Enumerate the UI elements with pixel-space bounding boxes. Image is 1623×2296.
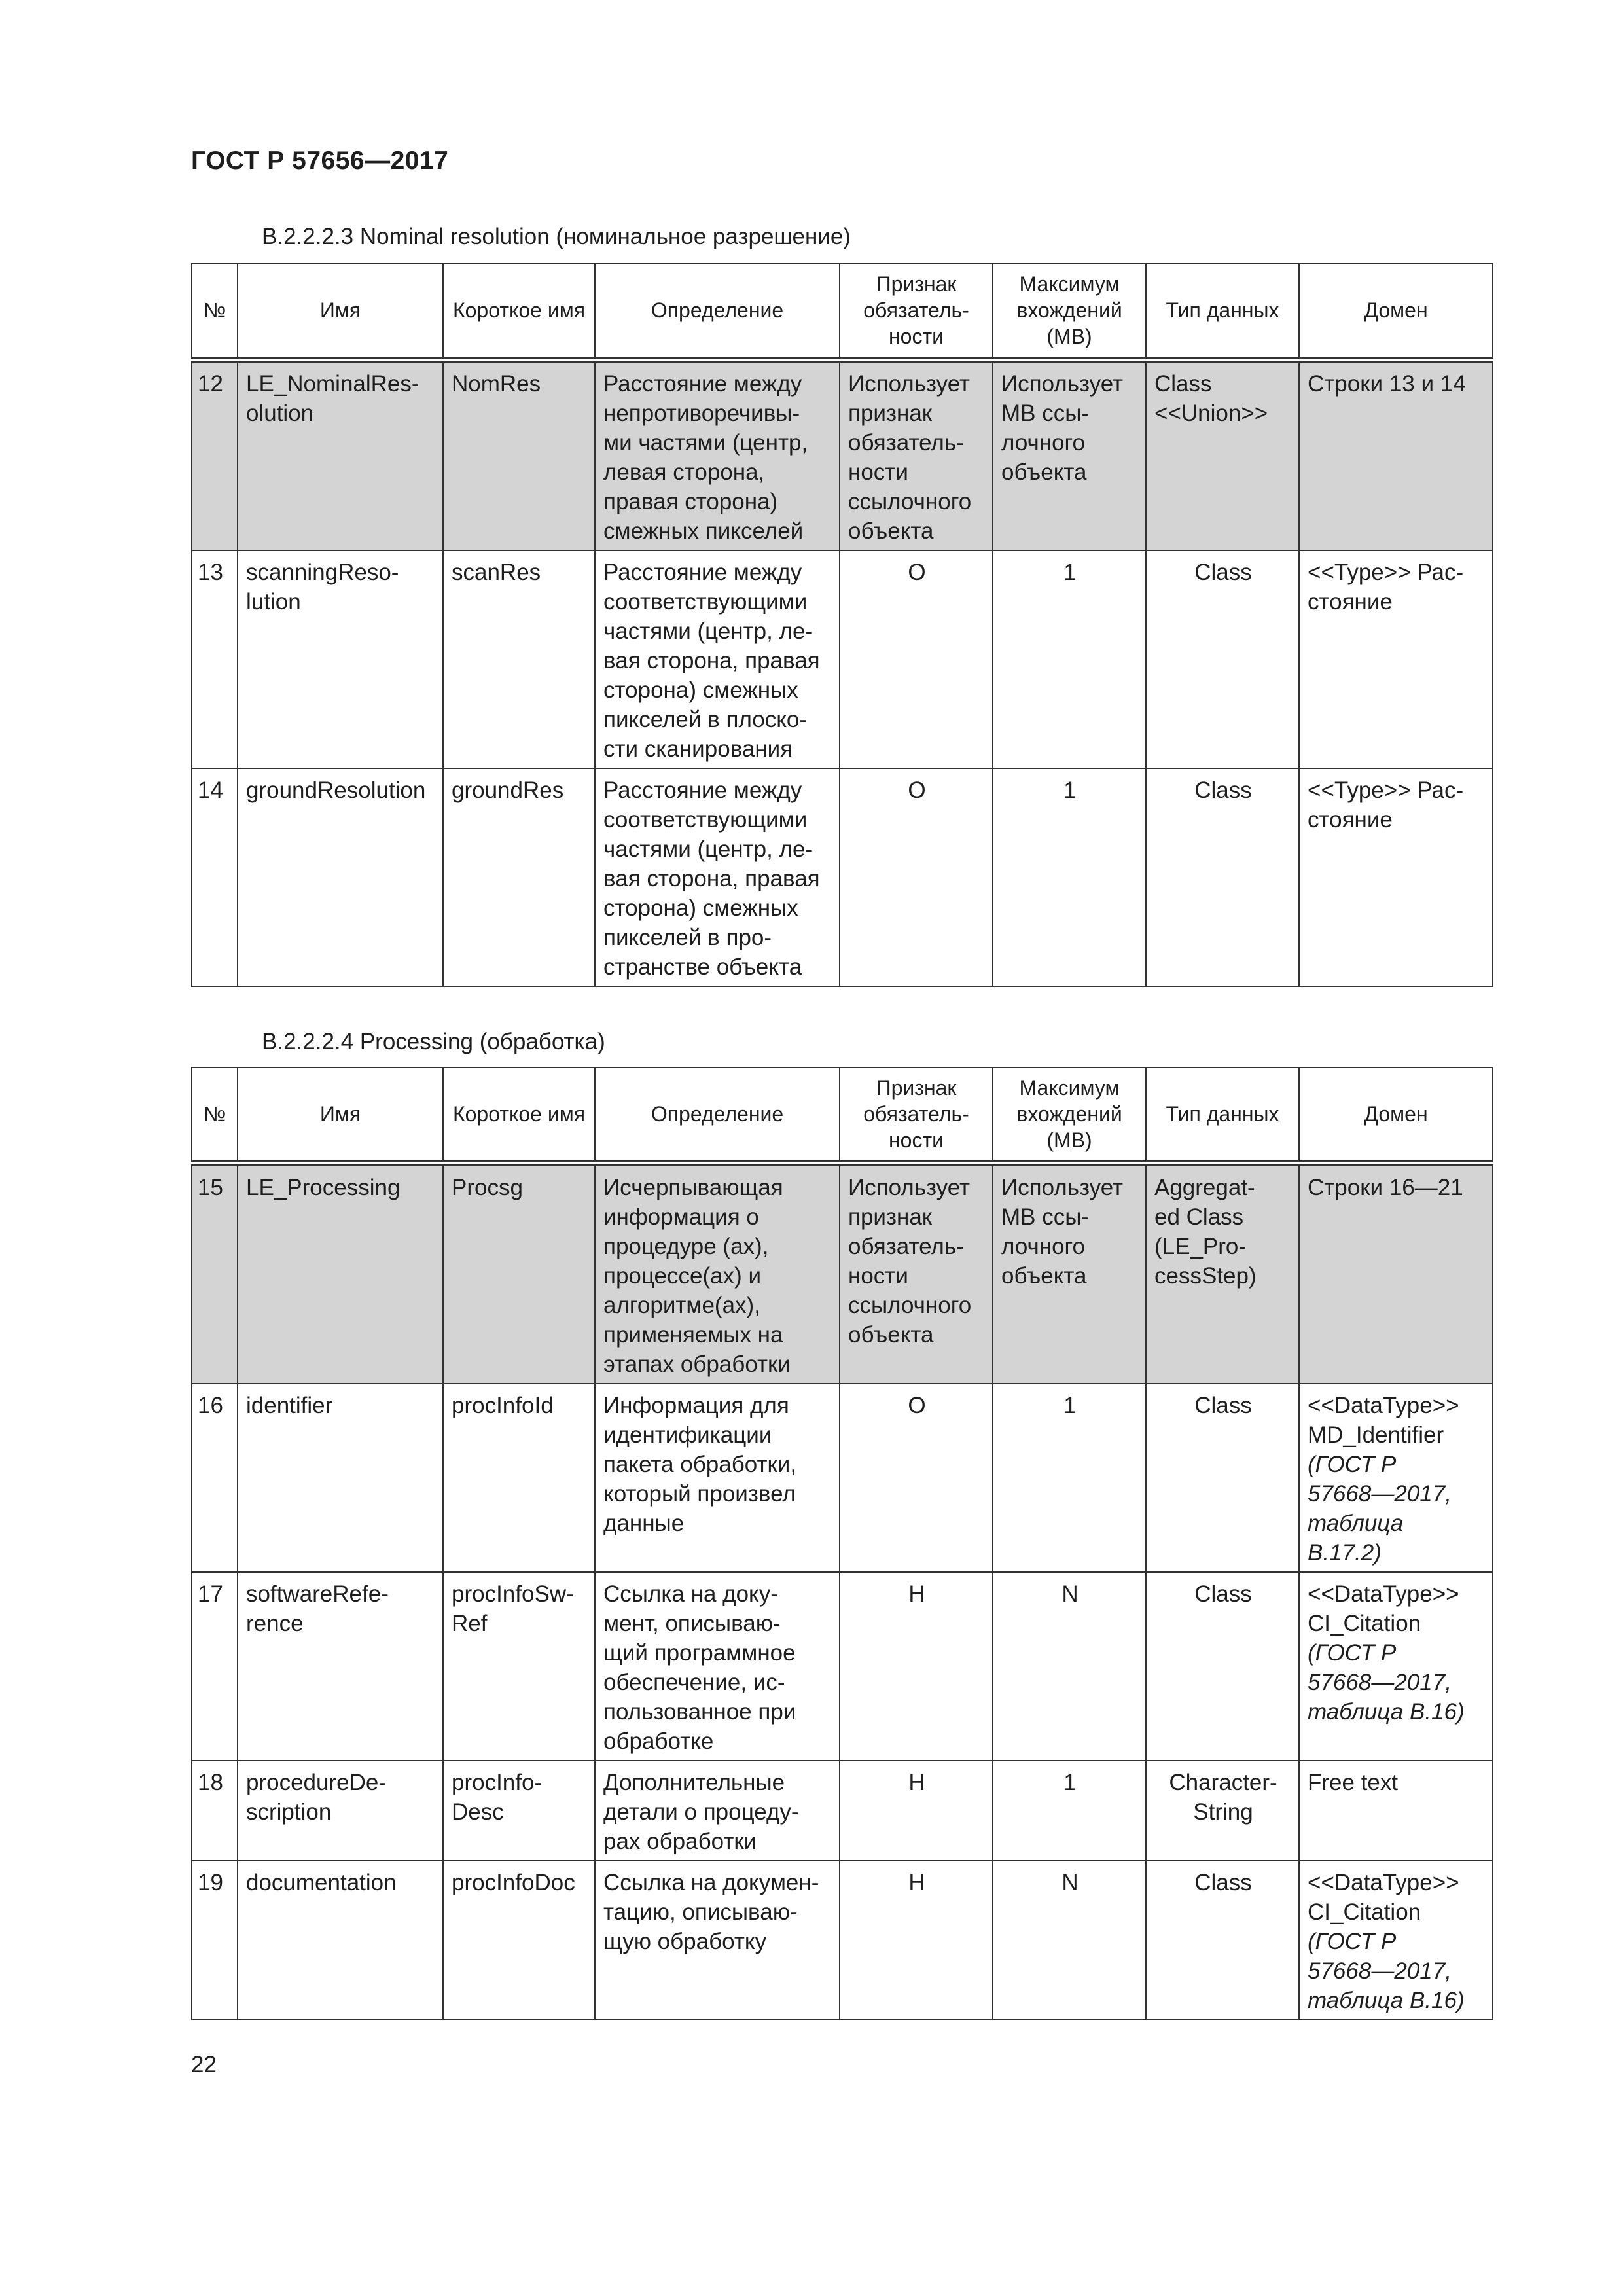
table-body [192, 1163, 1493, 2020]
cell-name-line: lution [246, 588, 301, 615]
cell-definition-line: Ссылка на докумен- [603, 1869, 819, 1895]
cell-obligation-line: ссылочного [848, 488, 972, 514]
cell-definition-line: детали о процеду- [603, 1799, 799, 1825]
cell-short-name-line: procInfoDoc [452, 1869, 575, 1895]
cell-definition-line: Дополнительные [603, 1769, 785, 1795]
cell-short-name [443, 768, 595, 986]
cell-definition-line: сторона) смежных [603, 895, 798, 921]
cell-definition-line: применяемых на [603, 1321, 783, 1348]
cell-domain-reference-line: 57668—2017, [1308, 1480, 1452, 1507]
cell-definition [595, 359, 840, 550]
cell-name-line: procedureDe- [246, 1769, 386, 1795]
cell-domain-reference-line: (ГОСТ Р [1308, 1928, 1397, 1954]
cell-number: 19 [192, 1861, 238, 2020]
cell-obligation-line: объекта [848, 518, 934, 544]
cell-name [238, 1572, 443, 1761]
table-row [192, 550, 1493, 768]
cell-definition-line: информация о [603, 1204, 759, 1230]
cell-definition-line: Информация для [603, 1392, 789, 1418]
column-header-domain: Домен [1299, 1067, 1493, 1163]
cell-max-occurrence [993, 1861, 1146, 2020]
cell-domain-line: <<Type>> Рас- [1308, 559, 1464, 585]
cell-number: 16 [192, 1384, 238, 1572]
cell-name [238, 768, 443, 986]
cell-short-name-line: groundRes [452, 777, 564, 803]
cell-definition [595, 1572, 840, 1761]
cell-max-occurrence-line: МВ ссы- [1001, 400, 1090, 426]
column-header-definition: Определение [595, 1067, 840, 1163]
cell-definition-line: обработке [603, 1728, 714, 1754]
cell-obligation-line: ности [848, 459, 908, 485]
cell-name-line: documentation [246, 1869, 397, 1895]
page-number: 22 [191, 2052, 217, 2077]
cell-obligation [840, 1572, 993, 1761]
cell-domain-line: стояние [1308, 588, 1393, 615]
cell-max-occurrence-line: объекта [1001, 1263, 1087, 1289]
cell-domain-reference-line: 57668—2017, [1308, 1958, 1452, 1984]
cell-domain-line: <<DataType>> [1308, 1869, 1459, 1895]
cell-max-occurrence-line: Использует [1001, 370, 1124, 397]
cell-definition-line: тацию, описываю- [603, 1899, 798, 1925]
cell-definition [595, 550, 840, 768]
column-header-domain: Домен [1299, 264, 1493, 359]
column-header-obligation: Признак обязатель-ности [840, 1067, 993, 1163]
cell-definition-line: вая сторона, правая [603, 865, 820, 891]
cell-definition-line: алгоритме(ах), [603, 1292, 760, 1318]
cell-name [238, 1163, 443, 1384]
cell-definition-line: пакета обработки, [603, 1451, 797, 1477]
cell-max-occurrence [993, 1572, 1146, 1761]
column-header-short-name: Короткое имя [443, 264, 595, 359]
cell-domain-line: CI_Citation [1308, 1610, 1421, 1636]
cell-short-name [443, 1163, 595, 1384]
cell-definition-line: смежных пикселей [603, 518, 804, 544]
cell-domain-reference-line: таблица [1308, 1510, 1404, 1536]
cell-max-occurrence [993, 1384, 1146, 1572]
cell-definition [595, 1384, 840, 1572]
cell-domain-reference-line: таблица B.16) [1308, 1698, 1465, 1725]
cell-definition-line: щую обработку [603, 1928, 767, 1954]
cell-obligation [840, 768, 993, 986]
cell-max-occurrence-line: объекта [1001, 459, 1087, 485]
cell-definition-line: который произвел [603, 1480, 796, 1507]
cell-max-occurrence-line: N [1061, 1869, 1079, 1895]
cell-definition-line: Расстояние между [603, 370, 802, 397]
cell-definition-line: частями (центр, ле- [603, 836, 813, 862]
cell-domain-line: MD_Identifier [1308, 1422, 1444, 1448]
table-row [192, 768, 1493, 986]
cell-domain-line: стояние [1308, 806, 1393, 833]
cell-name-line: rence [246, 1610, 304, 1636]
cell-definition-line: рах обработки [603, 1828, 757, 1854]
cell-data-type-line: Character- [1169, 1769, 1277, 1795]
document-header: ГОСТ Р 57656—2017 [191, 147, 449, 175]
cell-definition [595, 768, 840, 986]
cell-data-type [1146, 359, 1299, 550]
cell-name-line: groundResolution [246, 777, 426, 803]
cell-obligation-line: О [908, 559, 926, 585]
cell-max-occurrence-line: 1 [1063, 559, 1077, 585]
cell-max-occurrence-line: 1 [1063, 777, 1077, 803]
cell-domain [1299, 1163, 1493, 1384]
cell-name-line: LE_NominalRes- [246, 370, 419, 397]
cell-name [238, 1761, 443, 1861]
cell-domain-reference-line: (ГОСТ Р [1308, 1640, 1397, 1666]
cell-definition-line: ми частями (центр, [603, 429, 808, 456]
cell-domain-line: Free text [1308, 1769, 1399, 1795]
cell-max-occurrence-line: МВ ссы- [1001, 1204, 1090, 1230]
table-body [192, 359, 1493, 986]
column-header-max-occurrence: Максимум вхождений (МВ) [993, 264, 1146, 359]
cell-obligation-line: обязатель- [848, 429, 964, 456]
cell-domain [1299, 550, 1493, 768]
cell-definition-line: Расстояние между [603, 777, 802, 803]
cell-data-type [1146, 1761, 1299, 1861]
cell-number: 13 [192, 550, 238, 768]
cell-short-name-line: Ref [452, 1610, 488, 1636]
column-header-obligation: Признак обязатель-ности [840, 264, 993, 359]
cell-name [238, 1384, 443, 1572]
processing-table [191, 1067, 1493, 2020]
cell-data-type [1146, 1861, 1299, 2020]
cell-domain [1299, 768, 1493, 986]
cell-definition-line: этапах обработки [603, 1351, 791, 1377]
cell-short-name-line: Procsg [452, 1174, 523, 1200]
cell-definition-line: мент, описываю- [603, 1610, 781, 1636]
cell-definition-line: пикселей в про- [603, 924, 772, 950]
cell-definition [595, 1761, 840, 1861]
cell-data-type-line: (LE_Pro- [1154, 1233, 1247, 1259]
cell-domain [1299, 1761, 1493, 1861]
cell-definition-line: правая сторона) [603, 488, 778, 514]
cell-domain-line: <<Type>> Рас- [1308, 777, 1464, 803]
column-header-short-name: Короткое имя [443, 1067, 595, 1163]
cell-obligation-line: Н [908, 1581, 925, 1607]
cell-data-type-line: Class [1194, 559, 1252, 585]
cell-number: 17 [192, 1572, 238, 1761]
cell-data-type-line: Class [1154, 370, 1212, 397]
table-row [192, 1572, 1493, 1761]
cell-obligation-line: О [908, 1392, 926, 1418]
cell-obligation-line: объекта [848, 1321, 934, 1348]
table-row [192, 1163, 1493, 1384]
cell-obligation [840, 359, 993, 550]
cell-data-type-line: Class [1194, 1581, 1252, 1607]
cell-definition-line: сти сканирования [603, 736, 793, 762]
cell-max-occurrence-line: лочного [1001, 1233, 1086, 1259]
cell-domain [1299, 359, 1493, 550]
cell-short-name [443, 550, 595, 768]
cell-definition-line: вая сторона, правая [603, 647, 820, 673]
column-header-name: Имя [238, 1067, 443, 1163]
cell-domain-line: CI_Citation [1308, 1899, 1421, 1925]
cell-short-name-line: procInfoId [452, 1392, 554, 1418]
cell-definition-line: соответствующими [603, 806, 808, 833]
table-row [192, 1384, 1493, 1572]
cell-definition-line: процедуре (ах), [603, 1233, 769, 1259]
cell-obligation-line: ности [848, 1263, 908, 1289]
cell-short-name-line: scanRes [452, 559, 541, 585]
cell-data-type-line: cessStep) [1154, 1263, 1257, 1289]
cell-obligation [840, 550, 993, 768]
cell-definition-line: левая сторона, [603, 459, 765, 485]
table-row [192, 1861, 1493, 2020]
cell-name [238, 359, 443, 550]
cell-obligation-line: обязатель- [848, 1233, 964, 1259]
cell-max-occurrence [993, 550, 1146, 768]
cell-obligation [840, 1163, 993, 1384]
cell-domain [1299, 1861, 1493, 2020]
cell-obligation-line: Использует [848, 1174, 971, 1200]
table-row [192, 359, 1493, 550]
cell-obligation [840, 1384, 993, 1572]
cell-name-line: scription [246, 1799, 332, 1825]
cell-definition-line: Ссылка на доку- [603, 1581, 778, 1607]
cell-definition-line: сторона) смежных [603, 677, 798, 703]
cell-data-type-line: Aggregat- [1154, 1174, 1255, 1200]
cell-obligation [840, 1861, 993, 2020]
table-row [192, 1761, 1493, 1861]
cell-obligation [840, 1761, 993, 1861]
cell-definition-line: идентификации [603, 1422, 772, 1448]
cell-short-name-line: NomRes [452, 370, 541, 397]
cell-domain-line: <<DataType>> [1308, 1581, 1459, 1607]
cell-name [238, 550, 443, 768]
cell-max-occurrence-line: 1 [1063, 1769, 1077, 1795]
cell-data-type-line: Class [1194, 777, 1252, 803]
cell-definition-line: непротиворечивы- [603, 400, 800, 426]
cell-max-occurrence-line: 1 [1063, 1392, 1077, 1418]
cell-data-type-line: <<Union>> [1154, 400, 1268, 426]
cell-name-line: identifier [246, 1392, 333, 1418]
cell-max-occurrence [993, 768, 1146, 986]
nominal-resolution-table [191, 263, 1493, 987]
cell-domain [1299, 1384, 1493, 1572]
cell-definition-line: щий программное [603, 1640, 796, 1666]
column-header-data-type: Тип данных [1146, 264, 1299, 359]
cell-name-line: softwareRefe- [246, 1581, 389, 1607]
cell-short-name-line: Desc [452, 1799, 504, 1825]
cell-data-type [1146, 1384, 1299, 1572]
cell-definition-line: странстве объекта [603, 954, 802, 980]
column-header-number: № [192, 264, 238, 359]
cell-max-occurrence-line: Использует [1001, 1174, 1124, 1200]
cell-data-type [1146, 768, 1299, 986]
cell-definition-line: пикселей в плоско- [603, 706, 808, 732]
cell-obligation-line: признак [848, 1204, 933, 1230]
cell-short-name [443, 1861, 595, 2020]
cell-obligation-line: признак [848, 400, 933, 426]
cell-domain-line: <<DataType>> [1308, 1392, 1459, 1418]
table-header-row [192, 264, 1493, 359]
cell-definition-line: соответствующими [603, 588, 808, 615]
cell-data-type-line: ed Class [1154, 1204, 1244, 1230]
cell-domain-line: Строки 16—21 [1308, 1174, 1463, 1200]
cell-domain-reference-line: (ГОСТ Р [1308, 1451, 1397, 1477]
cell-short-name-line: procInfo- [452, 1769, 543, 1795]
column-header-definition: Определение [595, 264, 840, 359]
table-header-row [192, 1067, 1493, 1163]
column-header-number: № [192, 1067, 238, 1163]
column-header-name: Имя [238, 264, 443, 359]
cell-definition-line: данные [603, 1510, 685, 1536]
cell-domain-reference-line: таблица B.16) [1308, 1987, 1465, 2013]
cell-max-occurrence-line: N [1061, 1581, 1079, 1607]
cell-obligation-line: ссылочного [848, 1292, 972, 1318]
cell-data-type-line: String [1193, 1799, 1253, 1825]
cell-obligation-line: О [908, 777, 926, 803]
cell-number: 12 [192, 359, 238, 550]
cell-domain-line: Строки 13 и 14 [1308, 370, 1466, 397]
cell-name-line: olution [246, 400, 314, 426]
cell-domain [1299, 1572, 1493, 1761]
cell-data-type [1146, 550, 1299, 768]
column-header-max-occurrence: Максимум вхождений (МВ) [993, 1067, 1146, 1163]
column-header-data-type: Тип данных [1146, 1067, 1299, 1163]
cell-short-name [443, 359, 595, 550]
cell-name [238, 1861, 443, 2020]
cell-short-name-line: procInfoSw- [452, 1581, 574, 1607]
cell-obligation-line: Использует [848, 370, 971, 397]
cell-max-occurrence-line: лочного [1001, 429, 1086, 456]
cell-max-occurrence [993, 1761, 1146, 1861]
cell-data-type [1146, 1163, 1299, 1384]
cell-definition-line: Расстояние между [603, 559, 802, 585]
cell-short-name [443, 1572, 595, 1761]
cell-number: 14 [192, 768, 238, 986]
cell-max-occurrence [993, 1163, 1146, 1384]
cell-name-line: LE_Processing [246, 1174, 401, 1200]
cell-data-type-line: Class [1194, 1869, 1252, 1895]
cell-definition-line: частями (центр, ле- [603, 618, 813, 644]
cell-definition-line: обеспечение, ис- [603, 1669, 785, 1695]
cell-obligation-line: Н [908, 1769, 925, 1795]
cell-name-line: scanningReso- [246, 559, 399, 585]
section-title-processing: B.2.2.2.4 Processing (обработка) [262, 1029, 605, 1054]
cell-definition-line: процессе(ах) и [603, 1263, 762, 1289]
cell-definition-line: пользованное при [603, 1698, 796, 1725]
cell-short-name [443, 1384, 595, 1572]
cell-number: 18 [192, 1761, 238, 1861]
section-title-nominal-resolution: B.2.2.2.3 Nominal resolution (номинальное разрешение) [262, 224, 851, 249]
cell-short-name [443, 1761, 595, 1861]
cell-domain-reference-line: B.17.2) [1308, 1539, 1382, 1566]
cell-definition-line: Исчерпывающая [603, 1174, 783, 1200]
cell-number: 15 [192, 1163, 238, 1384]
cell-definition [595, 1163, 840, 1384]
cell-data-type-line: Class [1194, 1392, 1252, 1418]
cell-max-occurrence [993, 359, 1146, 550]
cell-definition [595, 1861, 840, 2020]
cell-data-type [1146, 1572, 1299, 1761]
cell-domain-reference-line: 57668—2017, [1308, 1669, 1452, 1695]
cell-obligation-line: Н [908, 1869, 925, 1895]
